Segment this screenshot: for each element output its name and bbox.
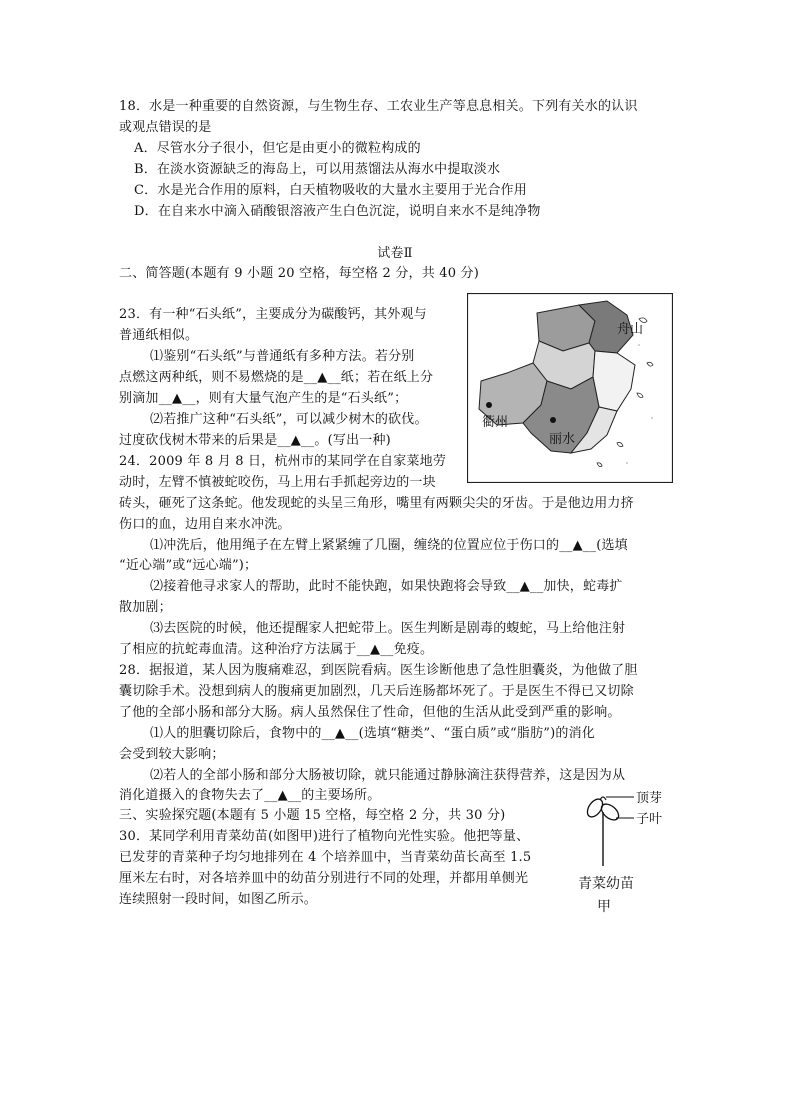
q28-line-5: 会受到较大影响； [119, 747, 225, 762]
map-label-zhoushan: 舟山 [617, 322, 644, 337]
section-2-heading: 二、简答题(本题有 9 小题 20 空格，每空格 2 分，共 40 分) [119, 266, 480, 281]
seedling-caption: 青菜幼苗 [578, 876, 634, 892]
section-3-heading: 三、实验探究题(本题有 5 小题 15 空格，每空格 2 分，共 30 分) [119, 808, 506, 823]
figure-label-jia: 甲 [597, 899, 611, 915]
q24-line-10: 了相应的抗蛇毒血清。这种治疗方法属于__▲__免疫。 [119, 642, 434, 657]
q28-line-3: 了他的全部小肠和部分大肠。病人虽然保住了性命，但他的生活从此受到严重的影响。 [119, 705, 621, 720]
q24-line-8: 散加剧； [119, 600, 172, 615]
q24-line-4: 伤口的血，边用自来水冲洗。 [119, 517, 291, 532]
quzhou-marker-icon [486, 402, 492, 408]
q23-line-2: 普通纸相似。 [119, 328, 199, 343]
q18-option-b: B．在淡水资源缺乏的海岛上，可以用蒸馏法从海水中提取淡水 [134, 162, 501, 177]
label-terminal-bud: 顶芽 [636, 791, 663, 806]
q23-line-1: 23．有一种“石头纸”，主要成分为碳酸钙，其外观与 [119, 307, 427, 322]
q28-line-2: 囊切除手术。没想到病人的腹痛更加剧烈，几天后连肠都坏死了。于是医生不得已又切除 [119, 684, 634, 699]
q24-line-9: ⑶去医院的时候，他还提醒家人把蛇带上。医生判断是剧毒的蝮蛇，马上给他注射 [150, 621, 626, 636]
q24-line-2: 动时，左臂不慎被蛇咬伤，马上用右手抓起旁边的一块 [119, 475, 436, 490]
q28-line-7: 消化道摄入的食物失去了__▲__的主要场所。 [119, 788, 381, 803]
lishui-marker-icon [550, 417, 556, 423]
seedling-figure [576, 784, 686, 920]
q18-option-a: A．尽管水分子很小，但它是由更小的微粒构成的 [134, 141, 421, 156]
q30-line-2: 已发芽的青菜种子均匀地排列在 4 个培养皿中，当青菜幼苗长高至 1.5 [119, 850, 532, 865]
q28-line-1: 28．据报道，某人因为腹痛难忍，到医院看病。医生诊断他患了急性胆囊炎，为他做了胆 [119, 663, 638, 678]
q30-line-3: 厘米左右时，对各培养皿中的幼苗分别进行不同的处理，并都用单侧光 [119, 871, 529, 886]
q23-line-3: ⑴鉴别“石头纸”与普通纸有多种方法。若分别 [150, 349, 415, 364]
q18-option-d: D．在自来水中滴入硝酸银溶液产生白色沉淀，说明自来水不是纯净物 [134, 204, 541, 219]
q24-line-1: 24．2009 年 8 月 8 日，杭州市的某同学在自家菜地劳 [119, 454, 447, 469]
terminal-bud [600, 797, 606, 800]
q23-line-6: ⑵若推广这种“石头纸”，可以减少树木的砍伐。 [150, 412, 428, 427]
map-label-quzhou: 衢州 [482, 415, 509, 430]
q18-stem-line-2: 或观点错误的是 [119, 120, 212, 135]
q28-line-6: ⑵若人的全部小肠和部分大肠被切除，就只能通过静脉滴注获得营养，这是因为从 [150, 768, 626, 783]
paper-2-title: 试卷Ⅱ [377, 246, 413, 261]
q18-option-c: C．水是光合作用的原料，白天植物吸收的大量水主要用于光合作用 [134, 183, 527, 198]
q30-line-1: 30．某同学利用青菜幼苗(如图甲)进行了植物向光性实验。他把等量、 [119, 829, 530, 844]
q24-line-6: “近心端”或“远心端”)； [119, 558, 258, 573]
q23-line-5: 别滴加__▲__，则有大量气泡产生的是“石头纸”； [119, 391, 408, 406]
map-label-lishui: 丽水 [549, 432, 576, 447]
q24-line-5: ⑴冲洗后，他用绳子在左臂上紧紧缠了几圈，缠绕的位置应位于伤口的__▲__(选填 [150, 538, 628, 553]
q24-line-7: ⑵接着他寻求家人的帮助，此时不能快跑，如果快跑将会导致__▲__加快，蛇毒扩 [150, 579, 623, 594]
q23-line-4: 点燃这两种纸，则不易燃烧的是__▲__纸；若在纸上分 [119, 370, 434, 385]
label-cotyledon: 子叶 [636, 812, 663, 827]
zhejiang-map-figure [467, 293, 673, 483]
q24-line-3: 砖头，砸死了这条蛇。他发现蛇的头呈三角形，嘴里有两颗尖尖的牙齿。于是他边用力挤 [119, 496, 634, 511]
q30-line-4: 连续照射一段时间，如图乙所示。 [119, 892, 318, 907]
q23-line-7: 过度砍伐树木带来的后果是__▲__。(写出一种) [119, 433, 391, 448]
q28-line-4: ⑴人的胆囊切除后，食物中的__▲__(选填“糖类”、“蛋白质”或“脂肪”)的消化 [150, 726, 596, 741]
q18-stem-line-1: 18．水是一种重要的自然资源，与生物生存、工农业生产等息息相关。下列有关水的认识 [119, 99, 638, 114]
